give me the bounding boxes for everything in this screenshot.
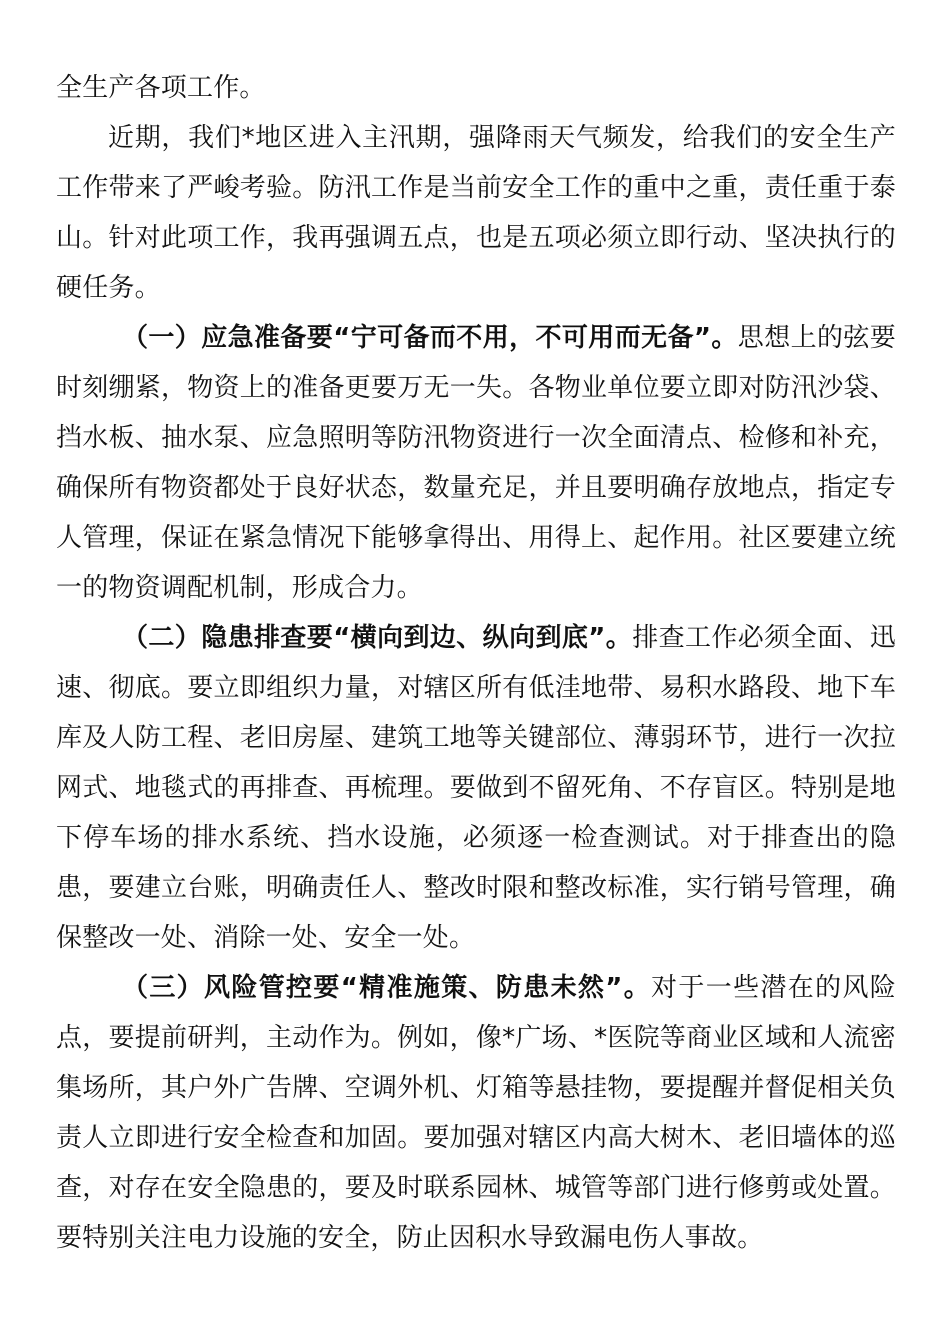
paragraph-text: 排查工作必须全面、迅速、彻底。要立即组织力量，对辖区所有低洼地带、易积水路段、地下车库及人防工程、老旧房屋、建筑工地等关键部位、薄弱环节，进行一次拉网式、地毯式的再排查、再梳理。要做到不留死角、不存盲区。特别是地下停车场的排水系统、挡水设施，必须逐一检查测试。对于排查出的隐患，要建立台账，明确责任人、整改时限和整改标准，实行销号管理，确保整改一处、消除一处、安全一处。 — [56, 623, 896, 953]
paragraph-intro — [56, 113, 896, 313]
document-page — [56, 63, 896, 1263]
paragraph-text: 全生产各项工作。 — [56, 73, 266, 103]
paragraph-text: 思想上的弦要时刻绷紧，物资上的准备更要万无一失。各物业单位要立即对防汛沙袋、挡水板、抽水泵、应急照明等防汛物资进行一次全面清点、检修和补充，确保所有物资都处于良好状态，数量充足，并且要明确存放地点，指定专人管理，保证在紧急情况下能够拿得出、用得上、起作用。社区要建立统一的物资调配机制，形成合力。 — [56, 323, 896, 603]
paragraph-section-1 — [56, 313, 896, 613]
paragraph-section-2 — [56, 613, 896, 963]
paragraph-continuation — [56, 63, 896, 113]
paragraph-section-3 — [56, 963, 896, 1263]
section-heading: （二）隐患排查要“横向到边、纵向到底”。 — [122, 623, 633, 653]
paragraph-text: 对于一些潜在的风险点，要提前研判，主动作为。例如，像*广场、*医院等商业区域和人流密集场所，其户外广告牌、空调外机、灯箱等悬挂物，要提醒并督促相关负责人立即进行安全检查和加固。要加强对辖区内高大树木、老旧墙体的巡查，对存在安全隐患的，要及时联系园林、城管等部门进行修剪或处置。要特别关注电力设施的安全，防止因积水导致漏电伤人事故。 — [56, 973, 896, 1253]
section-heading: （一）应急准备要“宁可备而不用，不可用而无备”。 — [122, 323, 738, 353]
section-heading: （三）风险管控要“精准施策、防患未然”。 — [122, 973, 652, 1003]
paragraph-text: 近期，我们*地区进入主汛期，强降雨天气频发，给我们的安全生产工作带来了严峻考验。防汛工作是当前安全工作的重中之重，责任重于泰山。针对此项工作，我再强调五点，也是五项必须立即行动、坚决执行的硬任务。 — [56, 123, 896, 303]
